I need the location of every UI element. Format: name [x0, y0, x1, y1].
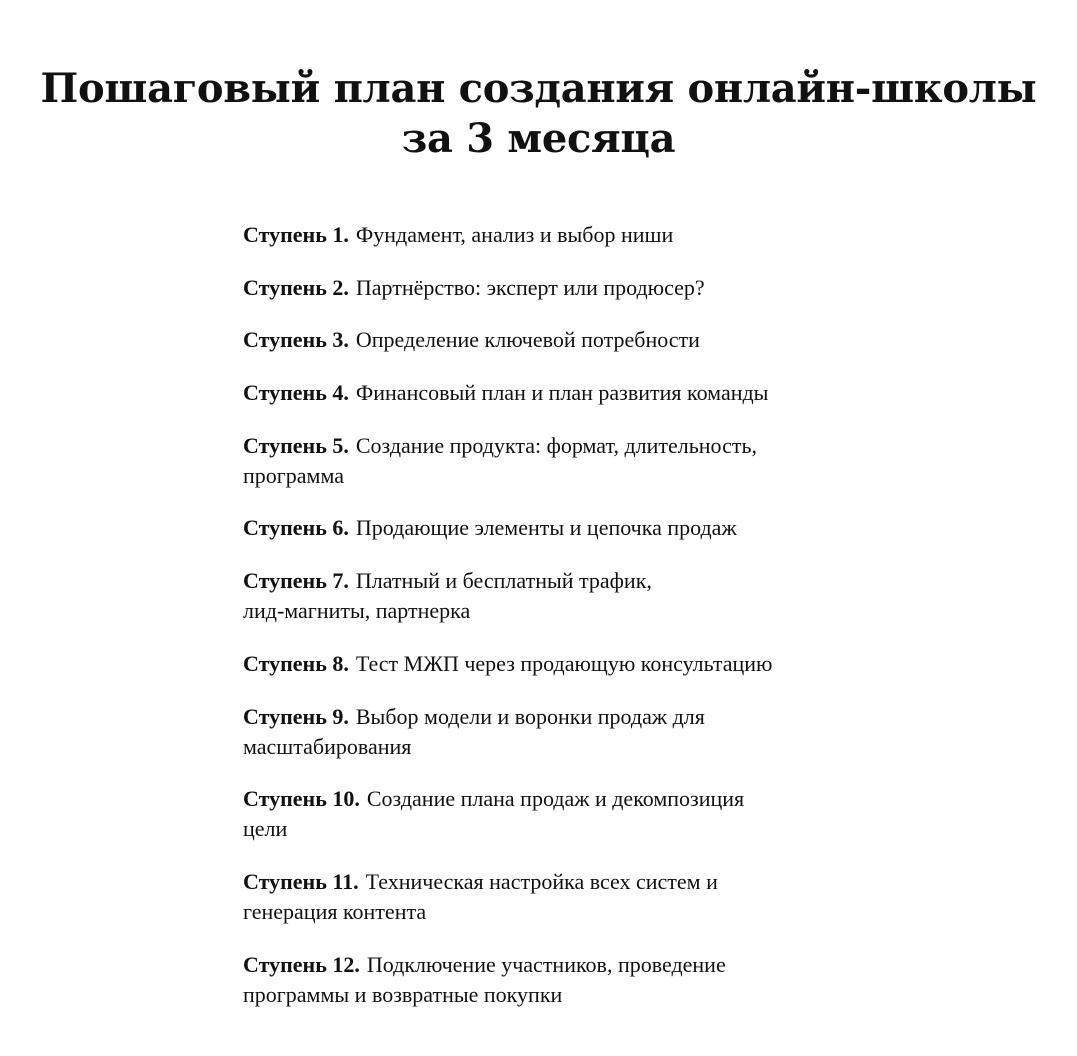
- step-item-6: [243, 513, 943, 543]
- step-label: Ступень 10.: [243, 786, 360, 812]
- step-text-continued: лид-магниты, партнерка: [243, 598, 471, 624]
- step-item-8: [243, 649, 943, 679]
- step-text: Финансовый план и план развития команды: [355, 380, 769, 406]
- step-label: Ступень 11.: [243, 868, 359, 894]
- step-label: Ступень 6.: [243, 515, 349, 541]
- page-title: [0, 64, 1077, 164]
- step-text: Продающие элементы и цепочка продаж: [355, 515, 737, 541]
- step-item-9: [243, 702, 943, 762]
- step-label: Ступень 9.: [243, 703, 349, 729]
- steps-list: [243, 220, 943, 1010]
- step-text: Тест МЖП через продающую консультацию: [355, 650, 773, 676]
- step-item-11: [243, 867, 943, 927]
- step-text-continued: масштабирования: [243, 733, 412, 759]
- step-item-10: [243, 784, 943, 844]
- step-text: Подключение участников, проведение: [366, 951, 726, 977]
- step-item-1: [243, 220, 943, 250]
- step-text: Создание продукта: формат, длительность,: [355, 432, 758, 458]
- step-item-2: [243, 273, 943, 303]
- step-text-continued: программы и возвратные покупки: [243, 981, 563, 1007]
- step-text: Фундамент, анализ и выбор ниши: [355, 222, 674, 247]
- step-text-continued: генерация контента: [243, 898, 427, 924]
- step-text: Партнёрство: эксперт или продюсер?: [355, 274, 705, 300]
- step-item-7: [243, 566, 943, 626]
- step-label: Ступень 12.: [243, 951, 360, 977]
- step-item-4: [243, 378, 943, 408]
- step-item-3: [243, 325, 943, 355]
- step-label: Ступень 5.: [243, 432, 349, 458]
- step-label: Ступень 3.: [243, 327, 349, 353]
- step-text: Платный и бесплатный трафик,: [355, 568, 652, 594]
- step-text: Определение ключевой потребности: [355, 327, 700, 353]
- step-label: Ступень 7.: [243, 568, 349, 594]
- step-text: Техническая настройка всех систем и: [365, 868, 718, 894]
- title-line-1: Пошаговый план создания онлайн-школы: [40, 65, 1037, 112]
- step-label: Ступень 2.: [243, 274, 349, 300]
- step-label: Ступень 4.: [243, 380, 349, 406]
- step-item-12: [243, 950, 943, 1010]
- step-text: Выбор модели и воронки продаж для: [355, 703, 705, 729]
- step-text-continued: программа: [243, 462, 345, 488]
- step-item-5: [243, 431, 943, 491]
- title-line-2: за 3 месяца: [401, 115, 676, 162]
- step-text: Создание плана продаж и декомпозиция: [366, 786, 745, 812]
- step-label: Ступень 8.: [243, 650, 349, 676]
- step-text-continued: цели: [243, 816, 288, 842]
- step-label: Ступень 1.: [243, 222, 349, 247]
